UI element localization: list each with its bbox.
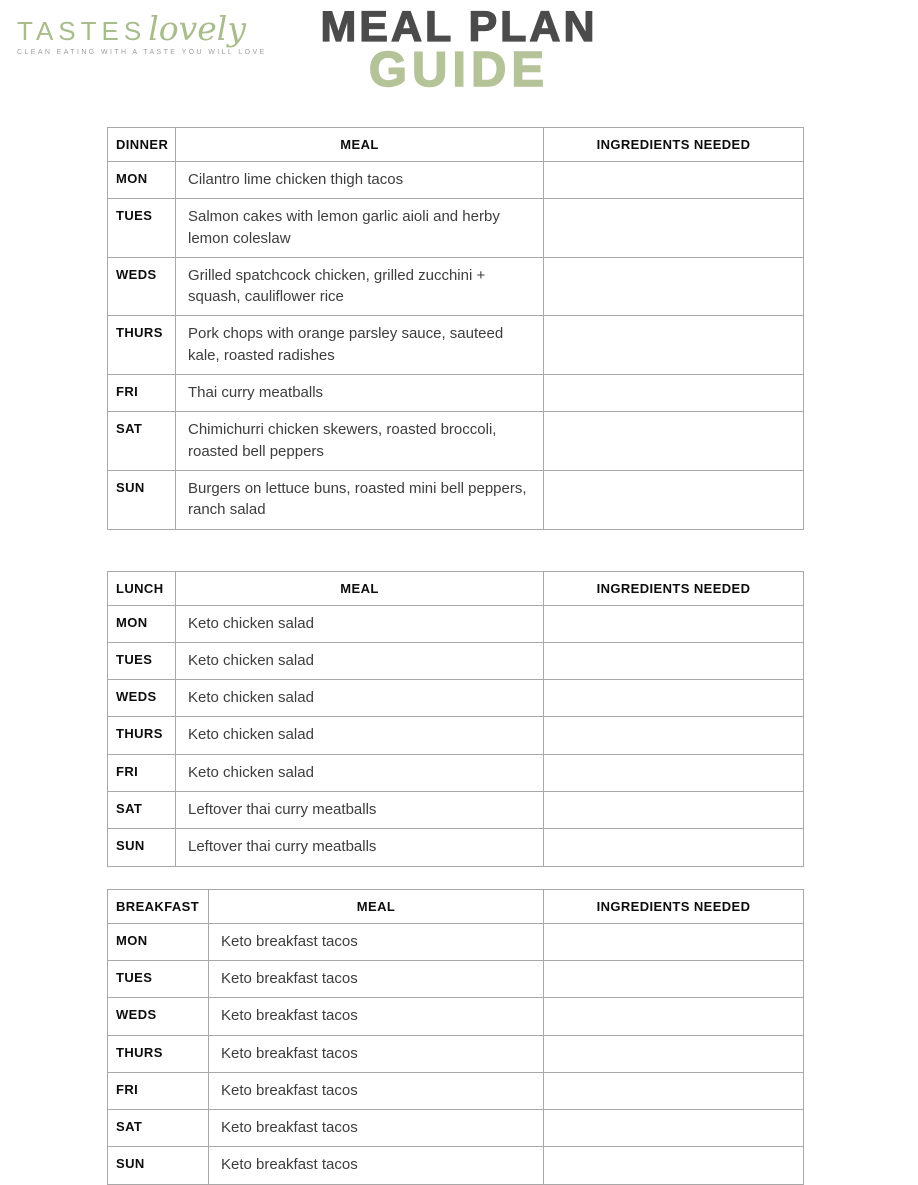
table-row [108,199,804,258]
breakfast-header-row [108,889,804,923]
day-label: TUES [108,960,209,997]
dinner-header-row [108,128,804,162]
page-header [0,0,918,127]
table-row [108,923,804,960]
ingredients-cell [544,717,804,754]
table-row [108,829,804,866]
ingredients-cell [544,923,804,960]
table-row [108,717,804,754]
day-label: MON [108,923,209,960]
day-label: SAT [108,1110,209,1147]
day-label: MON [108,605,176,642]
ingredients-cell [544,470,804,529]
meal-cell: Keto breakfast tacos [209,1035,544,1072]
dinner-category-header: DINNER [108,128,176,162]
day-label: TUES [108,642,176,679]
meal-cell: Leftover thai curry meatballs [176,792,544,829]
brand-logo [17,9,267,56]
table-row [108,412,804,471]
table-row [108,605,804,642]
table-row [108,754,804,791]
table-row [108,470,804,529]
ingredients-cell [544,1072,804,1109]
breakfast-table [107,889,804,1185]
meal-cell: Keto breakfast tacos [209,1072,544,1109]
day-label: FRI [108,375,176,412]
table-row [108,998,804,1035]
meal-cell: Keto breakfast tacos [209,1110,544,1147]
meal-cell: Leftover thai curry meatballs [176,829,544,866]
brand-name-primary: TASTES [17,16,147,46]
meal-cell: Keto chicken salad [176,754,544,791]
table-row [108,1147,804,1184]
day-label: WEDS [108,680,176,717]
ingredients-column-header: INGREDIENTS NEEDED [544,128,804,162]
ingredients-cell [544,257,804,316]
day-label: THURS [108,1035,209,1072]
table-row [108,642,804,679]
day-label: SUN [108,1147,209,1184]
brand-tagline: CLEAN EATING WITH A TASTE YOU WILL LOVE [17,49,267,56]
day-label: SUN [108,470,176,529]
day-label: THURS [108,717,176,754]
day-label: SAT [108,412,176,471]
meal-cell: Cilantro lime chicken thigh tacos [176,162,544,199]
lunch-category-header: LUNCH [108,571,176,605]
meal-cell: Keto breakfast tacos [209,923,544,960]
meal-cell: Keto breakfast tacos [209,1147,544,1184]
ingredients-cell [544,412,804,471]
meal-column-header: MEAL [209,889,544,923]
meal-cell: Burgers on lettuce buns, roasted mini bell peppers, ranch salad [176,470,544,529]
day-label: SUN [108,829,176,866]
title-guide: GUIDE [368,43,550,97]
ingredients-cell [544,1035,804,1072]
ingredients-column-header: INGREDIENTS NEEDED [544,571,804,605]
ingredients-column-header: INGREDIENTS NEEDED [544,889,804,923]
meal-cell: Keto breakfast tacos [209,960,544,997]
meal-cell: Salmon cakes with lemon garlic aioli and herby lemon coleslaw [176,199,544,258]
ingredients-cell [544,375,804,412]
day-label: WEDS [108,257,176,316]
table-row [108,1035,804,1072]
lunch-header-row [108,571,804,605]
ingredients-cell [544,1147,804,1184]
meal-cell: Pork chops with orange parsley sauce, sauteed kale, roasted radishes [176,316,544,375]
table-row [108,316,804,375]
ingredients-cell [544,642,804,679]
table-row [108,792,804,829]
day-label: MON [108,162,176,199]
day-label: TUES [108,199,176,258]
meal-column-header: MEAL [176,128,544,162]
spacer [0,867,918,889]
ingredients-cell [544,1110,804,1147]
meal-cell: Keto chicken salad [176,642,544,679]
brand-name-secondary: lovely [148,9,246,48]
table-row [108,680,804,717]
ingredients-cell [544,960,804,997]
meal-cell: Keto chicken salad [176,717,544,754]
table-row [108,1072,804,1109]
title-meal-plan: MEAL PLAN [320,3,598,51]
ingredients-cell [544,754,804,791]
table-row [108,1110,804,1147]
ingredients-cell [544,162,804,199]
meal-column-header: MEAL [176,571,544,605]
breakfast-category-header: BREAKFAST [108,889,209,923]
meal-cell: Keto chicken salad [176,605,544,642]
day-label: FRI [108,1072,209,1109]
ingredients-cell [544,680,804,717]
table-row [108,960,804,997]
lunch-table [107,571,804,867]
table-row [108,375,804,412]
meal-cell: Grilled spatchcock chicken, grilled zucchini + squash, cauliflower rice [176,257,544,316]
table-row [108,257,804,316]
meal-cell: Thai curry meatballs [176,375,544,412]
ingredients-cell [544,998,804,1035]
ingredients-cell [544,792,804,829]
ingredients-cell [544,605,804,642]
ingredients-cell [544,199,804,258]
brand-name [17,9,267,48]
day-label: FRI [108,754,176,791]
ingredients-cell [544,829,804,866]
meal-cell: Chimichurri chicken skewers, roasted broccoli, roasted bell peppers [176,412,544,471]
day-label: WEDS [108,998,209,1035]
ingredients-cell [544,316,804,375]
table-row [108,162,804,199]
meal-cell: Keto chicken salad [176,680,544,717]
day-label: SAT [108,792,176,829]
spacer [0,530,918,571]
day-label: THURS [108,316,176,375]
meal-cell: Keto breakfast tacos [209,998,544,1035]
dinner-table [107,127,804,530]
